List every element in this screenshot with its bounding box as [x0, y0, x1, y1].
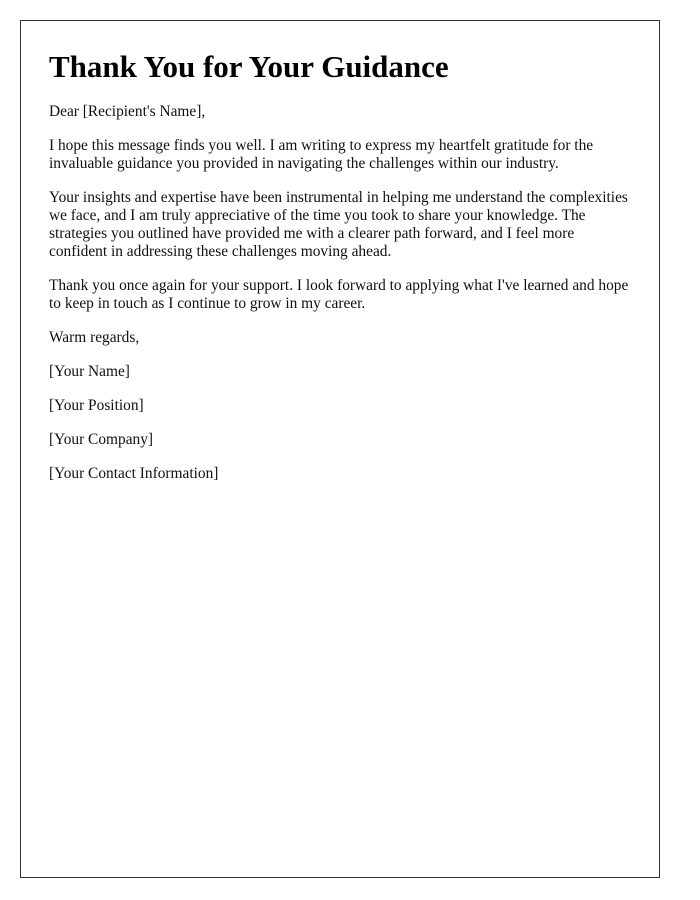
body-paragraph-2: Your insights and expertise have been instrumental in helping me understand the complexities we face, and I am truly appreciative of the time you took to share your knowledge. The strategies you outlined have provided me with a clearer path forward, and I feel more confident in addressing these challenges moving ahead.	[49, 189, 628, 260]
letter-title: Thank You for Your Guidance	[49, 49, 449, 84]
body-paragraph-1: I hope this message finds you well. I am writing to express my heartfelt gratitude for the invaluable guidance you provided in navigating the challenges within our industry.	[49, 137, 594, 172]
signature-position: [Your Position]	[49, 397, 144, 414]
closing: Warm regards,	[49, 329, 140, 346]
letter-container	[20, 20, 660, 878]
body-paragraph-3: Thank you once again for your support. I look forward to applying what I've learned and hope to keep in touch as I continue to grow in my career.	[49, 277, 629, 312]
signature-company: [Your Company]	[49, 431, 154, 448]
signature-contact: [Your Contact Information]	[49, 465, 219, 482]
salutation: Dear [Recipient's Name],	[49, 103, 206, 120]
signature-name: [Your Name]	[49, 363, 130, 380]
